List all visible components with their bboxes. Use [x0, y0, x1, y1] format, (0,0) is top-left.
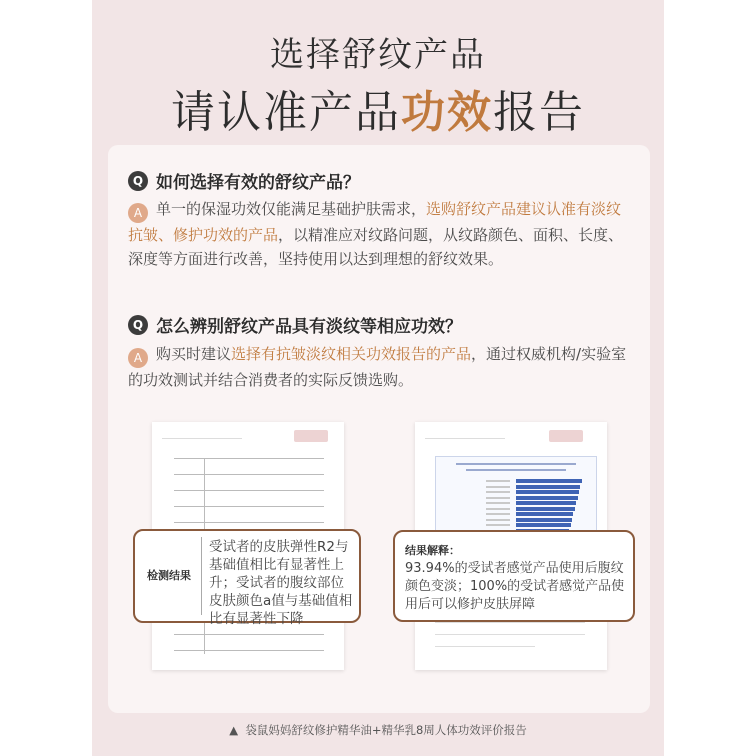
report-chart-bar — [516, 496, 578, 500]
report-chart-label — [486, 497, 510, 499]
report-chart-bar — [516, 523, 571, 527]
report-chart-title — [466, 469, 566, 471]
result-text: 受试者的皮肤弹性R2与基础值相比有显著性上升；受试者的腹纹部位皮肤颜色a值与基础值相比有显著性下降 — [209, 539, 353, 627]
callout-divider — [201, 537, 202, 615]
report-chart-bar — [516, 479, 582, 483]
report-logo — [294, 430, 328, 442]
question-2-text: 怎么辨别舒纹产品具有淡纹等相应功效？ — [156, 317, 462, 337]
report-table-line — [174, 650, 324, 651]
answer-2 — [128, 342, 628, 392]
report-chart-bar — [516, 512, 573, 516]
report-result-callout-left — [133, 529, 361, 627]
answer-badge-icon: A — [128, 348, 148, 368]
answer-1-highlight: 选购舒纹产品建议认准有淡纹抗皱、修护功效的产品 — [128, 200, 622, 244]
heading-line-2 — [0, 76, 756, 140]
caption-marker-icon: ▲ — [229, 723, 239, 737]
answer-1-post: ，以精准应对纹路问题，从纹路颜色、面积、长度、深度等方面进行改善，坚持使用以达到理想的舒纹效果。 — [128, 226, 624, 268]
report-table-line — [174, 458, 324, 459]
report-text-line — [435, 646, 535, 647]
report-chart-label — [486, 486, 510, 488]
result-label: 检测结果 — [147, 569, 191, 582]
question-1-text: 如何选择有效的舒纹产品？ — [156, 173, 360, 193]
heading-line-1: 选择舒纹产品 — [270, 35, 486, 75]
report-table-line — [174, 634, 324, 635]
answer-2-highlight: 选择有抗皱淡纹相关功效报告的产品 — [231, 345, 472, 363]
report-chart-title — [456, 463, 576, 465]
report-table-line — [174, 490, 324, 491]
heading-line-2-suffix: 报告 — [493, 87, 585, 138]
caption-text: 袋鼠妈妈舒纹修护精华油+精华乳8周人体功效评价报告 — [245, 723, 527, 737]
report-chart-label — [486, 519, 510, 521]
report-logo — [549, 430, 583, 442]
report-chart-label — [486, 513, 510, 515]
report-chart-label — [486, 508, 510, 510]
heading-line-2-highlight: 功效 — [401, 87, 493, 138]
answer-2-post: ，通过权威机构/实验室的功效测试并结合消费者的实际反馈选购。 — [128, 345, 627, 389]
report-chart-label — [486, 480, 510, 482]
report-text-line — [435, 622, 585, 623]
answer-badge-icon: A — [128, 203, 148, 223]
question-badge-icon: Q — [128, 315, 148, 335]
question-2 — [128, 312, 462, 337]
report-chart-label — [486, 491, 510, 493]
report-chart-bar — [516, 485, 580, 489]
report-chart-bar — [516, 507, 575, 511]
report-header-line — [425, 438, 505, 439]
report-table-line — [174, 474, 324, 475]
report-result-callout-right — [393, 530, 635, 622]
result-label: 结果解释： — [405, 544, 460, 557]
report-text-line — [435, 634, 585, 635]
result-text: 93.94%的受试者感觉产品使用后腹纹颜色变淡；100%的受试者感觉产品使用后可以修护皮肤屏障 — [405, 561, 625, 612]
answer-2-pre: 购买时建议 — [156, 345, 232, 363]
heading-line-2-prefix: 请认准产品 — [171, 87, 401, 138]
answer-1 — [128, 197, 628, 271]
report-header-line — [162, 438, 242, 439]
report-table-line — [174, 522, 324, 523]
answer-1-pre: 单一的保湿功效仅能满足基础护肤需求， — [156, 200, 427, 218]
report-caption — [0, 722, 756, 738]
report-chart-bar — [516, 518, 572, 522]
report-chart-label — [486, 524, 510, 526]
question-1 — [128, 168, 360, 193]
question-badge-icon: Q — [128, 171, 148, 191]
report-chart-label — [486, 502, 510, 504]
report-table-line — [174, 506, 324, 507]
report-chart-bar — [516, 501, 576, 505]
report-chart-bar — [516, 490, 579, 494]
